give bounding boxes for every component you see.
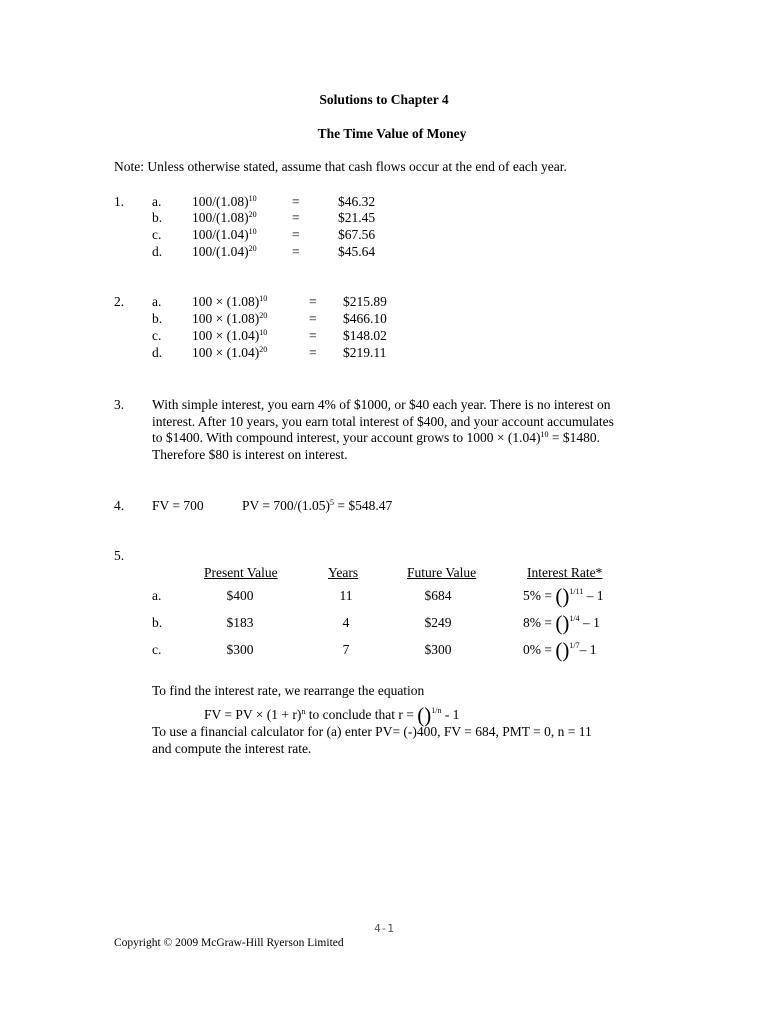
problem-5-formula: FV = PV × $(1 + r)^n$ to conclude that r = ()$^{1/n}$ - 1 (204, 703, 460, 727)
present-value-cell: $300 (226, 642, 254, 657)
present-value-cell: $400 (226, 588, 254, 603)
row-result: $466.10 (343, 311, 387, 326)
years-cell: 4 (342, 615, 350, 630)
column-header: Years (328, 565, 359, 580)
row-letter: b. (152, 311, 163, 326)
copyright: Copyright © 2009 McGraw-Hill Ryerson Limited (114, 937, 344, 949)
note: Note: Unless otherwise stated, assume that cash flows occur at the end of each year. (114, 159, 567, 174)
problem-3-line: interest. After 10 years, you earn total interest of $400, and your account accumulates (152, 414, 614, 429)
row-result: $46.32 (338, 194, 376, 209)
problem-1-number: 1. (114, 194, 125, 209)
row-expression: $100/(1.04)^{20}$ (192, 244, 257, 259)
row-letter: b. (152, 210, 163, 225)
row-result: $21.45 (338, 210, 376, 225)
row-expression: $100 \times (1.04)^{10}$ (192, 328, 268, 343)
row-equals: = (292, 194, 300, 209)
page-subtitle: The Time Value of Money (317, 126, 467, 141)
problem-3-line: Therefore $80 is interest on interest. (152, 447, 348, 462)
row-letter: c. (152, 328, 162, 343)
row-equals: = (309, 311, 317, 326)
row-letter: c. (152, 642, 162, 657)
interest-rate-cell: 0% = ()$^{1/7}$– 1 (523, 638, 597, 662)
row-equals: = (292, 227, 300, 242)
present-value-cell: $183 (226, 615, 254, 630)
future-value-cell: $249 (424, 615, 452, 630)
row-result: $45.64 (338, 244, 376, 259)
row-letter: d. (152, 345, 163, 360)
row-equals: = (309, 294, 317, 309)
years-cell: 11 (339, 588, 353, 603)
row-equals: = (292, 244, 300, 259)
row-expression: $100 \times (1.08)^{10}$ (192, 294, 268, 309)
column-header: Future Value (407, 565, 477, 580)
problem-5-number: 5. (114, 548, 125, 563)
row-letter: b. (152, 615, 163, 630)
row-equals: = (292, 210, 300, 225)
row-letter: a. (152, 294, 162, 309)
problem-5-explanation: To use a financial calculator for (a) enter PV= (-)400, FV = 684, PMT = 0, n = 11 (152, 724, 592, 739)
row-expression: $100 \times (1.04)^{20}$ (192, 345, 268, 360)
page-title: Solutions to Chapter 4 (319, 92, 449, 107)
row-equals: = (309, 345, 317, 360)
row-result: $148.02 (343, 328, 387, 343)
row-expression: $100/(1.08)^{20}$ (192, 210, 257, 225)
row-expression: $100/(1.08)^{10}$ (192, 194, 257, 209)
row-result: $67.56 (338, 227, 376, 242)
row-result: $219.11 (343, 345, 387, 360)
column-header: Present Value (204, 565, 278, 580)
column-header: Interest Rate* (527, 565, 603, 580)
problem-3-line: With simple interest, you earn 4% of $1000, or $40 each year. There is no interest on (152, 397, 611, 412)
problem-3-line: to $1400. With compound interest, your account grows to $1000 \times (1.04)^{10}$ = $1480. (152, 430, 601, 445)
row-result: $215.89 (343, 294, 387, 309)
interest-rate-cell: 5% = ()$^{1/11}$ – 1 (523, 584, 604, 608)
years-cell: 7 (342, 642, 350, 657)
problem-4-number: 4. (114, 498, 125, 513)
row-letter: a. (152, 194, 162, 209)
future-value-cell: $684 (424, 588, 452, 603)
problem-5-explanation: To find the interest rate, we rearrange the equation (152, 683, 425, 698)
problem-4-pv: PV = $700/(1.05)^5$ = $548.47 (242, 498, 393, 513)
problem-2-number: 2. (114, 294, 125, 309)
future-value-cell: $300 (424, 642, 452, 657)
row-expression: $100 \times (1.08)^{20}$ (192, 311, 268, 326)
interest-rate-cell: 8% = ()$^{1/4}$ – 1 (523, 611, 600, 635)
row-letter: c. (152, 227, 162, 242)
row-letter: a. (152, 588, 162, 603)
page-number: 4-1 (374, 922, 394, 935)
row-equals: = (309, 328, 317, 343)
problem-4-fv: FV = 700 (152, 498, 204, 513)
problem-3-number: 3. (114, 397, 125, 412)
problem-5-explanation: and compute the interest rate. (152, 741, 312, 756)
row-expression: $100/(1.04)^{10}$ (192, 227, 257, 242)
row-letter: d. (152, 244, 163, 259)
